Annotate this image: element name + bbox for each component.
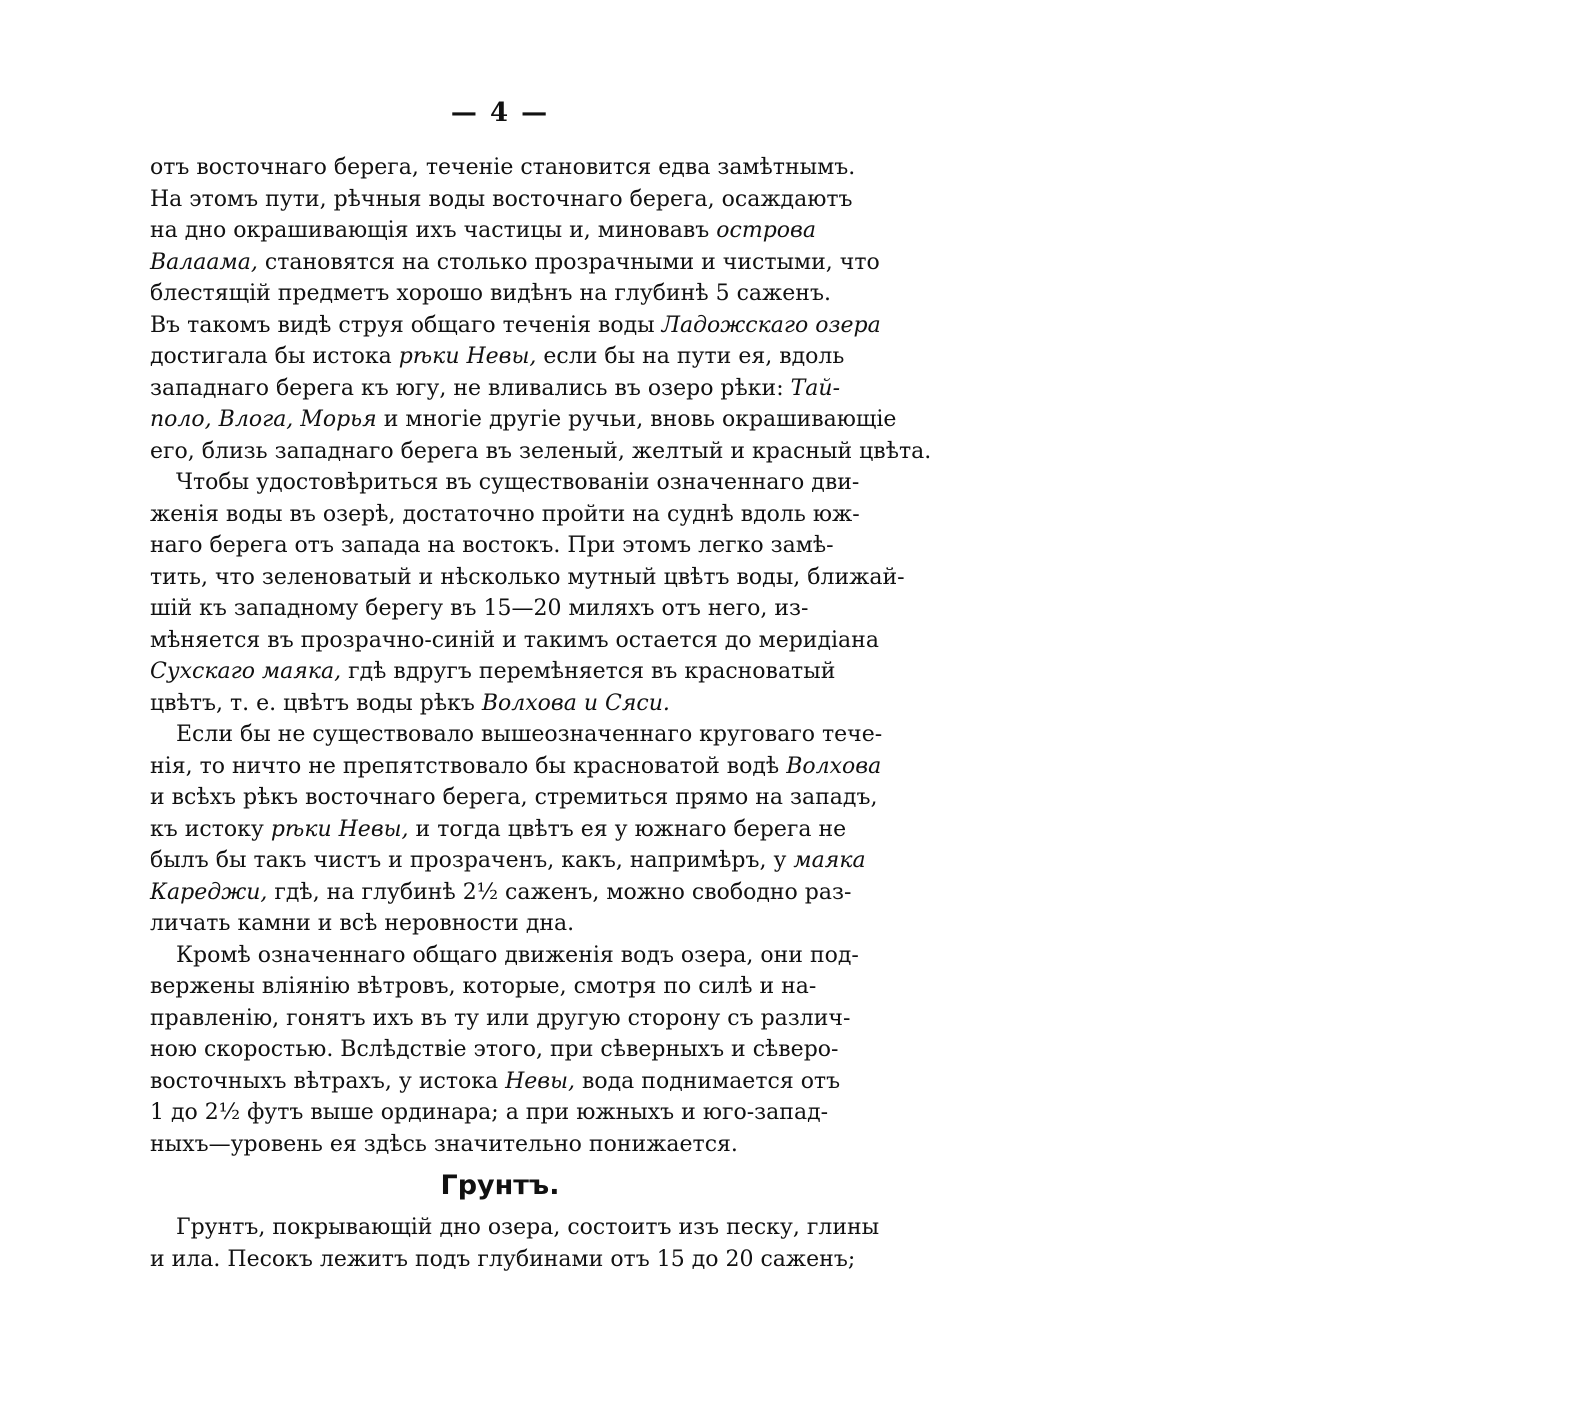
text-line bbox=[150, 184, 853, 216]
text-line bbox=[150, 971, 840, 1003]
italic-segment: Тай- bbox=[790, 375, 841, 401]
text-line bbox=[150, 1212, 880, 1244]
italic-segment: маяка bbox=[793, 848, 866, 873]
text-segment: нія, то ничто не препятствовало бы красноватой водѣ bbox=[150, 753, 787, 779]
text-segment: и тогда цвѣтъ ея у южнаго берега не bbox=[408, 816, 847, 842]
text-segment: блестящій предметъ хорошо видѣнъ на глубинѣ 5 саженъ. bbox=[150, 281, 831, 306]
text-segment: отъ восточнаго берега, теченіе становится едва замѣтнымъ. bbox=[150, 155, 856, 180]
text-segment: наго берега отъ запада на востокъ. При этомъ легко замѣ- bbox=[150, 533, 834, 558]
body-text bbox=[150, 152, 932, 1160]
italic-segment: поло, Влога, Морья bbox=[150, 407, 377, 432]
text-line bbox=[150, 625, 879, 657]
text-line bbox=[150, 1129, 840, 1161]
text-line bbox=[150, 814, 847, 846]
text-segment: гдѣ, на глубинѣ 2½ саженъ, можно свободно раз- bbox=[267, 879, 852, 905]
italic-segment: рѣки Невы, bbox=[270, 816, 409, 842]
text-line bbox=[150, 310, 881, 342]
text-segment: и многіе другіе ручьи, вновь окрашивающіе bbox=[376, 407, 897, 432]
text-segment: правленію, гонятъ ихъ въ ту или другую сторону съ различ- bbox=[150, 1005, 851, 1031]
page-number: — 4 — bbox=[450, 98, 550, 128]
italic-segment: Волхова и Сяси. bbox=[481, 690, 670, 716]
text-line bbox=[150, 908, 840, 940]
text-line bbox=[150, 1066, 840, 1098]
text-segment: достигала бы истока bbox=[150, 344, 399, 369]
italic-segment: Валаама, bbox=[150, 249, 258, 275]
text-line bbox=[150, 751, 882, 783]
text-line bbox=[150, 341, 845, 373]
text-line bbox=[150, 877, 852, 909]
text-line bbox=[150, 467, 860, 499]
text-line bbox=[150, 1034, 840, 1066]
italic-segment: Кареджи, bbox=[150, 879, 268, 905]
text-segment: Грунтъ, покрывающій дно озера, состоитъ изъ песку, глины bbox=[176, 1215, 880, 1240]
text-segment: Чтобы удостовѣриться въ существованіи означеннаго дви- bbox=[176, 470, 860, 495]
section-body-text bbox=[150, 1212, 880, 1275]
text-segment: если бы на пути ея, вдоль bbox=[536, 344, 845, 369]
italic-segment: Невы, bbox=[505, 1068, 576, 1094]
italic-segment: рѣки Невы, bbox=[398, 344, 537, 369]
text-line bbox=[150, 782, 878, 814]
text-line bbox=[150, 1097, 840, 1129]
text-line bbox=[150, 1244, 856, 1276]
text-segment: шій къ западному берегу въ 15—20 миляхъ отъ него, из- bbox=[150, 596, 809, 621]
text-line bbox=[150, 436, 932, 468]
text-line bbox=[150, 404, 897, 436]
text-segment: ною скоростью. Вслѣдствіе этого, при сѣверныхъ и сѣверо- bbox=[150, 1037, 839, 1062]
text-line bbox=[150, 247, 880, 279]
italic-segment: Волхова bbox=[786, 753, 882, 779]
text-segment: и всѣхъ рѣкъ восточнаго берега, стремиться прямо на западъ, bbox=[150, 785, 878, 810]
text-segment: Въ такомъ видѣ струя общаго теченія воды bbox=[150, 312, 662, 338]
text-line bbox=[150, 593, 840, 625]
text-segment: вержены вліянію вѣтровъ, которые, смотря по силѣ и на- bbox=[150, 974, 817, 999]
text-segment: западнаго берега къ югу, не вливались въ озеро рѣки: bbox=[150, 375, 791, 401]
italic-segment: острова bbox=[716, 218, 816, 243]
text-line bbox=[150, 562, 905, 594]
text-line bbox=[150, 688, 840, 720]
text-segment: былъ бы такъ чистъ и прозраченъ, какъ, напримѣръ, у bbox=[150, 848, 794, 873]
text-segment: мѣняется въ прозрачно-синій и такимъ остается до меридіана bbox=[150, 627, 879, 653]
text-segment: ныхъ—уровень ея здѣсь значительно понижается. bbox=[150, 1131, 738, 1157]
text-line bbox=[150, 1003, 851, 1035]
text-line bbox=[150, 373, 840, 405]
text-segment: женія воды въ озерѣ, достаточно пройти на суднѣ вдоль юж- bbox=[150, 501, 860, 527]
text-segment: на дно окрашивающія ихъ частицы и, миновавъ bbox=[150, 218, 717, 243]
text-segment: къ истоку bbox=[150, 816, 271, 842]
text-line bbox=[150, 719, 883, 751]
text-segment: Кромѣ означеннаго общаго движенія водъ озера, они под- bbox=[176, 942, 859, 968]
section-heading: Грунтъ. bbox=[440, 1170, 560, 1201]
text-line bbox=[150, 152, 856, 184]
text-line bbox=[150, 499, 860, 531]
text-segment: и ила. Песокъ лежитъ подъ глубинами отъ 15 до 20 саженъ; bbox=[150, 1246, 856, 1272]
text-segment: его, близь западнаго берега въ зеленый, желтый и красный цвѣта. bbox=[150, 438, 932, 464]
italic-segment: Сухскаго маяка, bbox=[150, 659, 342, 684]
text-segment: На этомъ пути, рѣчныя воды восточнаго берега, осаждаютъ bbox=[150, 186, 853, 212]
text-segment: восточныхъ вѣтрахъ, у истока bbox=[150, 1068, 506, 1094]
text-segment: 1 до 2½ футъ выше ординара; а при южныхъ и юго-запад- bbox=[150, 1100, 829, 1125]
text-line bbox=[150, 215, 840, 247]
text-line bbox=[150, 656, 840, 688]
text-segment: личать камни и всѣ неровности дна. bbox=[150, 911, 575, 936]
text-segment: тить, что зеленоватый и нѣсколько мутный цвѣтъ воды, ближай- bbox=[150, 564, 905, 590]
text-segment: Если бы не существовало вышеозначеннаго круговаго тече- bbox=[176, 722, 883, 747]
text-line bbox=[150, 845, 866, 877]
text-segment: гдѣ вдругъ перемѣняется въ красноватый bbox=[341, 659, 836, 684]
text-segment: цвѣтъ, т. е. цвѣтъ воды рѣкъ bbox=[150, 690, 482, 716]
text-segment: вода поднимается отъ bbox=[575, 1068, 841, 1094]
text-line bbox=[150, 278, 840, 310]
italic-segment: Ладожскаго озера bbox=[661, 312, 881, 338]
text-line bbox=[150, 940, 859, 972]
text-line bbox=[150, 530, 840, 562]
text-segment: становятся на столько прозрачными и чистыми, что bbox=[257, 249, 880, 275]
